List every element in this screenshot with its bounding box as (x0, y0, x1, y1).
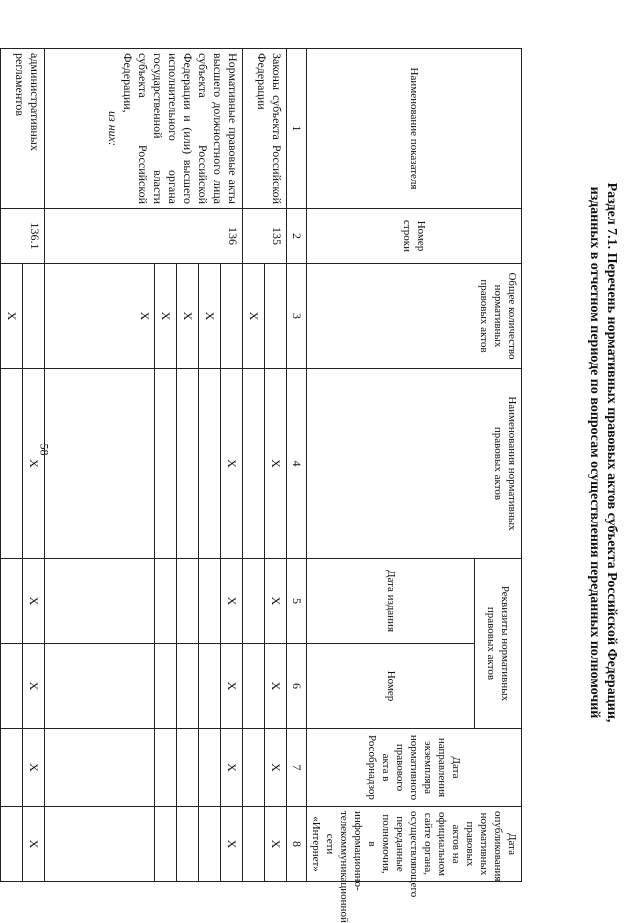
row-137-code (0, 209, 1, 264)
row-136-sent-date: X (221, 729, 243, 807)
row-136-1-names: X (23, 369, 45, 559)
row-136-total (221, 264, 243, 369)
row-136-names-sub3 (155, 369, 177, 559)
row-136-number-sub3 (155, 644, 177, 729)
row-136-names: X (221, 369, 243, 559)
title-line-1: Раздел 7.1. Перечень нормативных правовых актов субъекта Российской Федерации, (604, 182, 619, 723)
row-136-1-issue-date-sub (1, 559, 23, 644)
row-136-sent-date-sub2 (177, 729, 199, 807)
col-number-8: 8 (287, 807, 307, 882)
row-136-number-sub2 (177, 644, 199, 729)
row-136-1-publish-date-sub (1, 807, 23, 882)
row-136-issue-date-sub4 (45, 559, 155, 644)
header-row-number: Номер строки (307, 209, 522, 264)
row-136-note: из них: (106, 111, 120, 146)
row-136-publish-date-sub4 (45, 807, 155, 882)
row-135-names: X (265, 369, 287, 559)
row-135-label: Законы субъекта Российской Федерации (243, 49, 287, 209)
row-136-publish-date-sub2 (177, 807, 199, 882)
header-number: Номер (307, 644, 475, 729)
row-137-names (0, 369, 1, 559)
row-136-issue-date: X (221, 559, 243, 644)
row-136-1-names-sub (1, 369, 23, 559)
row-136-issue-date-sub1 (199, 559, 221, 644)
row-135-code: 135 (243, 209, 287, 264)
row-137-sent-date (0, 729, 1, 807)
row-135-issue-date-sub (243, 559, 265, 644)
row-136-label (45, 49, 243, 209)
row-135-publish-date: X (265, 807, 287, 882)
row-135-total (265, 264, 287, 369)
row-136-total-sub1: X (199, 264, 221, 369)
row-136-sent-date-sub3 (155, 729, 177, 807)
row-136-total-sub4: X (45, 264, 155, 369)
acts-table (0, 48, 522, 923)
row-137-number (0, 644, 1, 729)
row-136-1-sent-date-sub (1, 729, 23, 807)
row-136-publish-date-sub1 (199, 807, 221, 882)
header-names: Наименования нормативных правовых актов (307, 369, 522, 559)
row-136-1-label: административных регламентов (1, 49, 45, 209)
row-135-number: X (265, 644, 287, 729)
row-136-1-publish-date: X (23, 807, 45, 882)
row-136-1-total-sub: X (1, 264, 23, 369)
title-line-2: изданных в отчетном периоде по вопросам осуществления переданных полномочий (587, 186, 602, 719)
row-136-number-sub4 (45, 644, 155, 729)
row-135-issue-date: X (265, 559, 287, 644)
header-indicator: Наименование показателя (307, 49, 522, 209)
header-details: Реквизиты нормативных правовых актов (475, 559, 522, 729)
row-136-code: 136 (45, 209, 243, 264)
col-number-7: 7 (287, 729, 307, 807)
row-136-total-sub2: X (177, 264, 199, 369)
row-136-sent-date-sub4 (45, 729, 155, 807)
row-137-publish-date (0, 807, 1, 882)
row-137-label (0, 49, 1, 209)
row-136-issue-date-sub3 (155, 559, 177, 644)
row-136-label-text: Нормативные правовые акты высшего должностного лица субъекта Российской Федерации и (или) высшего исполнительного органа государственной власти субъекта Российской Федерации, (121, 53, 240, 204)
row-136-1-total (23, 264, 45, 369)
row-136-1-issue-date: X (23, 559, 45, 644)
col-number-5: 5 (287, 559, 307, 644)
row-136-1-number: X (23, 644, 45, 729)
header-total: Общее количество нормативных правовых актов (307, 264, 522, 369)
section-title (586, 0, 620, 905)
row-136-issue-date-sub2 (177, 559, 199, 644)
col-number-2: 2 (287, 209, 307, 264)
row-136-1-sent-date: X (23, 729, 45, 807)
col-number-4: 4 (287, 369, 307, 559)
row-135-names-sub (243, 369, 265, 559)
row-136-publish-date: X (221, 807, 243, 882)
col-number-3: 3 (287, 264, 307, 369)
row-135-number-sub (243, 644, 265, 729)
row-136-sent-date-sub1 (199, 729, 221, 807)
row-135-total-sub: X (243, 264, 265, 369)
row-136-number-sub1 (199, 644, 221, 729)
row-136-names-sub2 (177, 369, 199, 559)
header-sent-date: Дата направления экземпляра нормативного правового акта в Рособрнадзор (307, 729, 522, 807)
row-137-issue-date (0, 559, 1, 644)
col-number-6: 6 (287, 644, 307, 729)
row-136-names-sub1 (199, 369, 221, 559)
row-135-sent-date-sub (243, 729, 265, 807)
row-135-publish-date-sub (243, 807, 265, 882)
row-136-1-code: 136.1 (1, 209, 45, 264)
row-136-1-number-sub (1, 644, 23, 729)
row-137-total (0, 264, 1, 369)
row-136-number: X (221, 644, 243, 729)
header-issue-date: Дата издания (307, 559, 475, 644)
row-136-total-sub3: X (155, 264, 177, 369)
col-number-1: 1 (287, 49, 307, 209)
row-135-sent-date: X (265, 729, 287, 807)
header-publish-date: Дата опубликования нормативных правовых актов на официальном сайте органа, осуществляющего переданные полномочия, в информационно-телекоммуникационной сети «Интернет» (307, 807, 522, 882)
page-number: 58 (37, 443, 52, 456)
row-136-publish-date-sub3 (155, 807, 177, 882)
row-136-names-sub4 (45, 369, 155, 559)
